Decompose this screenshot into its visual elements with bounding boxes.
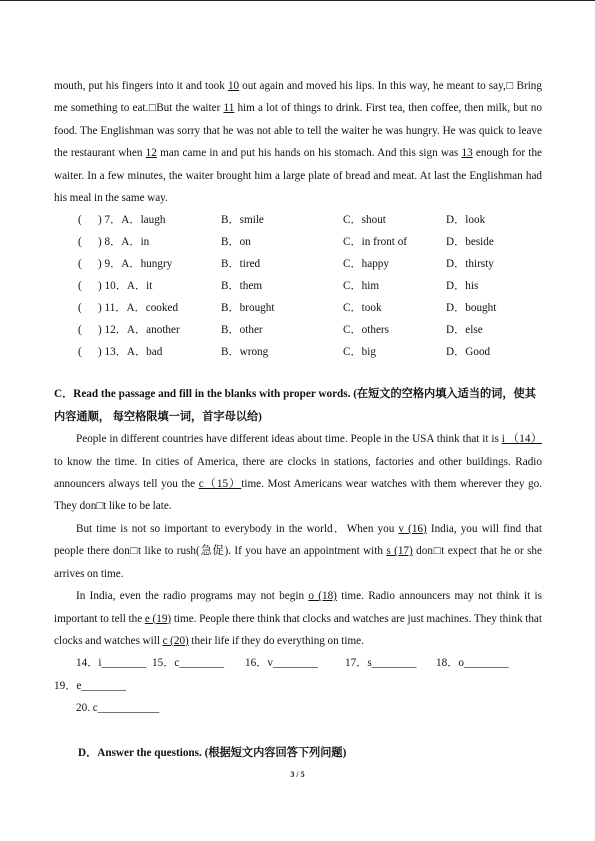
question-list [54,209,542,363]
blank-14[interactable]: i （14） [501,433,542,446]
answer-blanks-row-2 [54,675,542,697]
answer-blank-15[interactable]: 15．c________ [152,657,225,670]
option-a: ) 8．A．in [98,236,150,249]
section-c-paragraph-1 [54,428,542,518]
spacer [54,720,542,742]
text-run: People in different countries have different ideas about time. People in the USA think that it is [76,433,502,446]
section-c-paragraph-2 [54,518,542,585]
section-d-heading: D．Answer the questions. (根据短文内容回答下列问题) [78,746,347,759]
text-run: mouth, put his fingers into it and took [54,80,228,92]
blank-number: 12 [145,147,157,160]
answer-blanks-row-3 [54,697,542,719]
option-c: C．him [343,280,380,293]
text-run: time. People there think that clocks and watches are just machines. They think that clocks and watches will [54,612,543,647]
document-page [54,75,542,764]
option-d: D．look [446,214,486,227]
spacer [54,363,542,383]
text-run: time. Radio announcers may not think it is important to tell the [54,590,542,625]
page-number: 3 / 5 [290,770,305,779]
question-row [54,209,542,231]
answer-blank-18[interactable]: 18．o________ [436,657,509,670]
question-row [54,319,542,341]
option-c: C．big [343,346,376,359]
text-run: man came in and put his hands on his stomach. And this sign was [156,147,462,160]
option-d: D．bought [446,302,497,315]
passage-b-text [54,75,542,209]
option-b: B．wrong [221,346,269,359]
option-b: B．other [221,324,263,337]
answer-blank-19[interactable]: 19．e________ [54,679,127,692]
blank-19[interactable]: e (19) [144,612,172,625]
section-c-paragraph-3 [54,585,542,652]
option-d: D．his [446,280,479,293]
option-b: B．smile [221,214,264,227]
option-c: C．in front of [343,236,408,249]
answer-blank-20[interactable]: 20. c___________ [76,702,160,715]
blank-number: 11 [223,102,235,115]
option-c: C．took [343,302,382,315]
blank-20[interactable]: c (20) [162,634,189,647]
option-d: D．beside [446,236,494,249]
question-row [54,275,542,297]
question-row [54,231,542,253]
option-a: ) 11．A．cooked [98,302,179,315]
option-a: ) 7．A．laugh [98,214,166,227]
answer-blank-14[interactable]: 14．i________ [76,657,147,670]
option-b: B．on [221,236,251,249]
blank-number: 10 [227,80,240,92]
option-a: ) 13．A．bad [98,346,163,359]
option-c: C．happy [343,258,389,271]
answer-blank-16[interactable]: 16．v________ [245,657,318,670]
text-run: In India, even the radio programs may not begin [76,590,309,603]
blank-16[interactable]: v (16) [398,522,427,535]
option-b: B．tired [221,258,261,271]
question-row [54,341,542,363]
text-run: their life if they do everything on time. [188,634,364,647]
text-run: out again and moved his lips. In this way, he meant to say,□ Bring me something to eat.□But the waiter [54,80,542,115]
question-row [54,253,542,275]
blank-15[interactable]: c（15） [198,478,242,491]
answer-paren[interactable]: ( [78,280,82,293]
blank-17[interactable]: s (17) [386,545,413,558]
question-row [54,297,542,319]
answer-paren[interactable]: ( [78,346,82,359]
option-d: D．else [446,324,483,337]
text-run: enough for the waiter. In a few minutes, the waiter brought him a large plate of bread and meat. At last the Englishman had his meal in the same way. [54,147,543,205]
option-d: D．Good [446,346,491,359]
top-rule [0,0,595,1]
answer-paren[interactable]: ( [78,236,82,249]
text-run: time. Most Americans wear watches with them wherever they go. They don□t like to be late. [54,478,542,513]
answer-blank-17[interactable]: 17．s________ [345,657,417,670]
text-run: But time is not so important to everybody in the world．When you [76,522,399,535]
option-b: B．brought [221,302,275,315]
answer-paren[interactable]: ( [78,258,82,271]
option-a: ) 10．A．it [98,280,153,293]
option-b: B．them [221,280,263,293]
option-c: C．others [343,324,389,337]
option-c: C．shout [343,214,386,227]
answer-paren[interactable]: ( [78,302,82,315]
answer-paren[interactable]: ( [78,324,82,337]
text-run: don□t expect that he or she arrives on time. [54,545,542,580]
option-a: ) 9．A．hungry [98,258,173,271]
blank-18[interactable]: o (18) [308,590,337,603]
option-d: D．thirsty [446,258,494,271]
text-run: to know the time. In cities of America, there are clocks in stations, factories and other buildings. Radio announcers always tell you the [54,455,542,491]
answer-blanks-row-1 [54,652,542,674]
text-run: him a lot of things to drink. First tea, then coffee, then milk, but no food. The Englishman was sorry that he was not able to tell the waiter he was hungry. He was quick to leave the restaurant when [54,102,542,160]
option-a: ) 12．A．another [98,324,180,337]
text-run: India, you will find that people there don□t like to rush(急促). If you have an appointment with [54,522,542,558]
section-c-heading: C．Read the passage and fill in the blanks with proper words. (在短文的空格内填入适当的词，使其内容通顺， 每空格限填一词，首字母以给) [54,388,536,423]
answer-paren[interactable]: ( [78,214,82,227]
blank-number: 13 [461,147,473,160]
